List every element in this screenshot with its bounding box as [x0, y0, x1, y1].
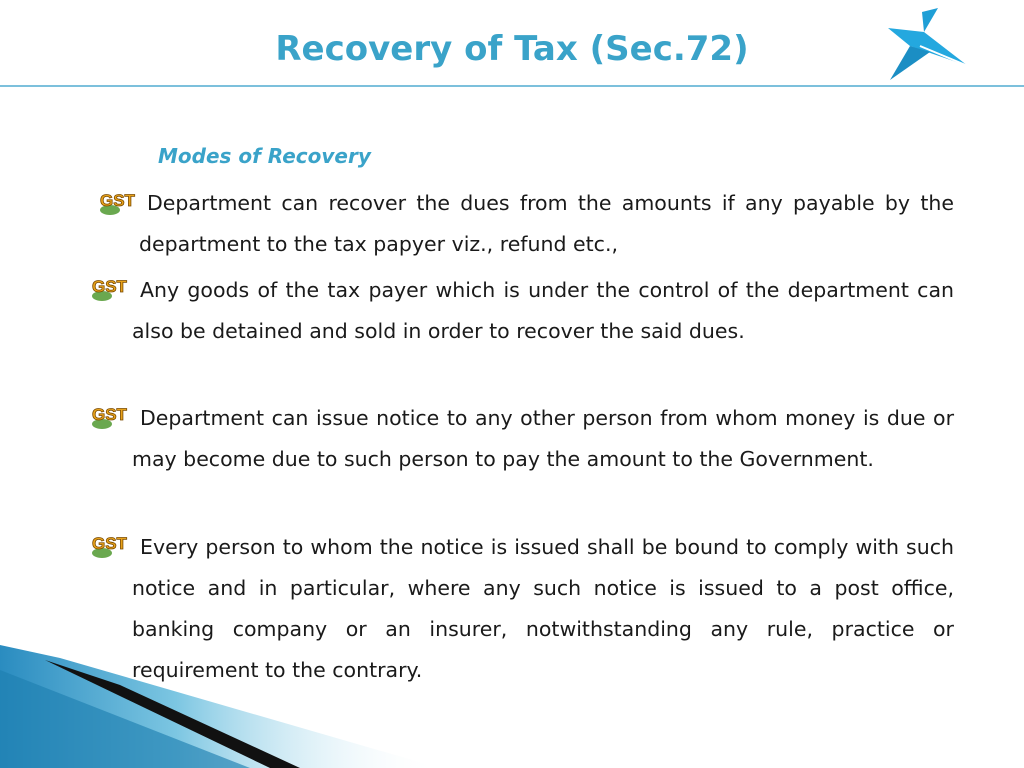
bullet-text: Department can recover the dues from the amounts if any payable by the department to the tax papyer viz., refund etc.,: [139, 191, 954, 256]
list-item: [132, 270, 954, 352]
section-heading: Modes of Recovery: [158, 144, 371, 168]
gst-icon: [90, 270, 136, 304]
svg-text:GST: GST: [92, 405, 127, 424]
blue-star-logo: [880, 8, 972, 84]
bullet-text: Any goods of the tax payer which is under the control of the department can also be detained and sold in order to recover the said dues.: [132, 278, 954, 343]
list-item: [139, 183, 954, 265]
slide-title: Recovery of Tax (Sec.72): [275, 29, 749, 69]
corner-decoration: [0, 630, 1024, 768]
bullet-text: Every person to whom the notice is issued shall be bound to comply with such notice and in particular, where any such notice is issued to a post office, banking company or an insurer, notwithstanding any rule, practice or requirement to the contrary.: [132, 535, 954, 682]
svg-text:GST: GST: [100, 191, 135, 210]
gst-icon: [98, 184, 144, 218]
gst-icon: [90, 398, 136, 432]
svg-text:GST: GST: [92, 277, 127, 296]
bullet-text: Department can issue notice to any other person from whom money is due or may become due to such person to pay the amount to the Government.: [132, 406, 954, 471]
list-item: [132, 398, 954, 480]
gst-icon: [90, 527, 136, 561]
svg-text:GST: GST: [92, 534, 127, 553]
title-divider: [0, 85, 1024, 87]
